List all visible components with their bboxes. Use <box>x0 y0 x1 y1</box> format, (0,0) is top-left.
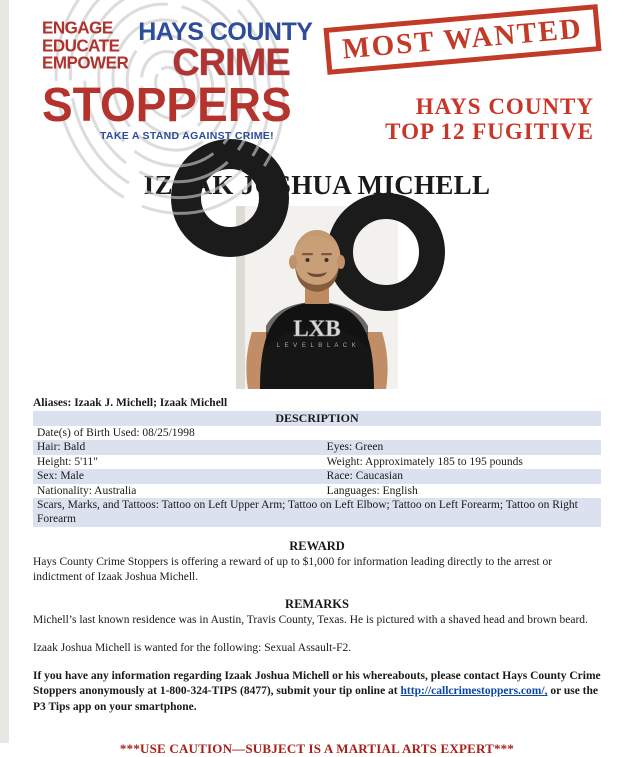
remarks-line-1: Michell’s last known residence was in Austin, Travis County, Texas. He is pictured with a shaved head and brown beard. <box>33 613 588 626</box>
shirt-logo-text: LXB <box>293 316 341 341</box>
poster-body <box>33 397 601 757</box>
mugshot-photo <box>236 206 398 389</box>
logo-engage: ENGAGE <box>42 17 113 38</box>
crime-stoppers-logo <box>42 17 313 143</box>
description-cell: Scars, Marks, and Tattoos: Tattoo on Left Upper Arm; Tattoo on Left Elbow; Tattoo on Left Forearm; Tattoo on Right Forearm <box>37 498 578 526</box>
description-header: DESCRIPTION <box>33 411 601 426</box>
description-row <box>33 440 601 454</box>
stamp-subtitle <box>385 94 594 146</box>
description-row <box>33 484 601 498</box>
logo-crime: CRIME <box>172 42 290 84</box>
tip-submission-link[interactable]: http://callcrimestoppers.com/ <box>400 685 545 698</box>
caution-warning: ***USE CAUTION—SUBJECT IS A MARTIAL ARTS EXPERT*** <box>119 740 515 756</box>
description-cell: Sex: Male <box>37 470 84 483</box>
most-wanted-stamp: MOST WANTED <box>324 4 602 75</box>
description-cell: Hair: Bald <box>37 441 86 454</box>
stamp-top12: TOP 12 FUGITIVE <box>385 119 594 145</box>
description-cell: Languages: English <box>326 484 418 497</box>
logo-stoppers: STOPPERS <box>42 76 292 132</box>
description-table <box>33 411 601 527</box>
description-cell: Eyes: Green <box>326 441 384 454</box>
description-cell: Date(s) of Birth Used: 08/25/1998 <box>37 427 195 439</box>
logo-empower: EMPOWER <box>42 52 129 73</box>
description-row <box>33 426 601 440</box>
reward-header: REWARD <box>289 538 345 553</box>
description-cell: Weight: Approximately 185 to 195 pounds <box>326 455 523 468</box>
description-cell: Nationality: Australia <box>37 484 137 497</box>
logo-tagline: TAKE A STAND AGAINST CRIME! <box>100 130 274 143</box>
reward-text: Hays County Crime Stoppers is offering a reward of up to $1,000 for information leading directly to the arrest or indictment of Izaak Joshua Michell. <box>33 555 553 583</box>
shirt-subtext: L E V E L B L A C K <box>276 343 358 349</box>
logo-hays-county: HAYS COUNTY <box>138 18 313 46</box>
aliases-line: Aliases: Izaak J. Michell; Izaak Michell <box>33 397 228 409</box>
contact-text-before: If you have any information regarding Izaak Joshua Michell or his whereabouts, please contact Hays County Crime Stoppers anonymously at 1-800-324-TIPS (8477), submit your tip online at <box>33 670 601 698</box>
description-table-body <box>33 411 601 527</box>
description-cell: Height: 5'11" <box>37 455 98 468</box>
tip-link-comma: , <box>544 685 548 698</box>
stamp-hays-county: HAYS COUNTY <box>415 94 594 119</box>
remarks-line-2: Izaak Joshua Michell is wanted for the following: Sexual Assault-F2. <box>33 642 352 655</box>
remarks-header: REMARKS <box>285 596 349 611</box>
contact-text-after: or use the P3 Tips app on your smartphone. <box>33 685 599 713</box>
logo-educate: EDUCATE <box>42 35 120 56</box>
poster-header <box>0 0 634 168</box>
description-row <box>33 455 601 469</box>
subject-name: IZAAK JOSHUA MICHELL <box>143 170 491 200</box>
contact-paragraph <box>33 669 601 715</box>
description-cell: Race: Caucasian <box>326 470 403 483</box>
description-row <box>33 498 601 527</box>
description-row <box>33 469 601 483</box>
